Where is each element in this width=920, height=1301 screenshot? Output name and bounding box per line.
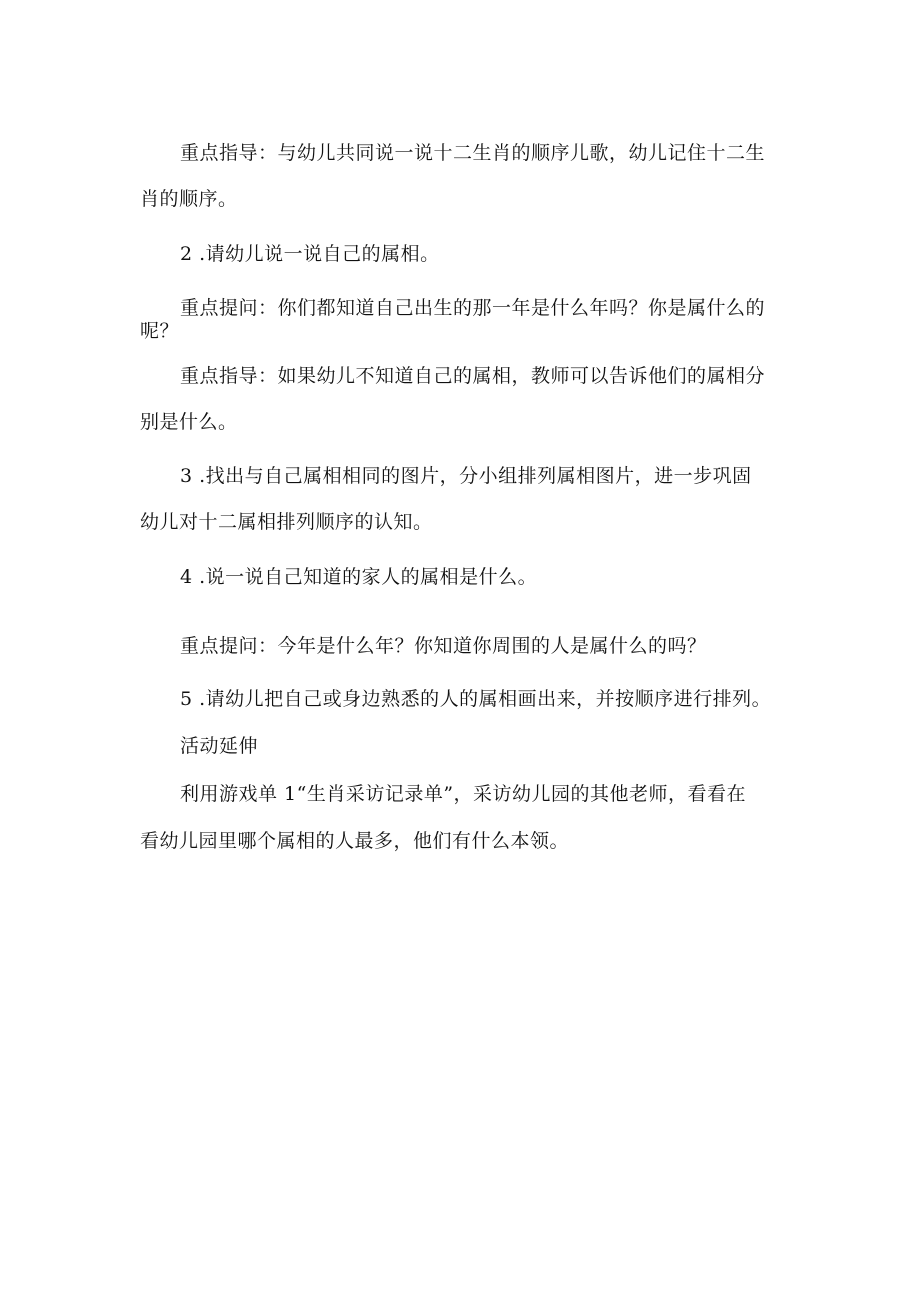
list-item-5: 5 .请幼儿把自己或身边熟悉的人的属相画出来，并按顺序进行排列。 bbox=[180, 688, 772, 710]
paragraph-line: 重点指导：如果幼儿不知道自己的属相，教师可以告诉他们的属相分 bbox=[180, 365, 766, 387]
paragraph-line: 重点提问：今年是什么年？你知道你周围的人是属什么的吗？ bbox=[180, 635, 707, 657]
paragraph-line: 幼儿对十二属相排列顺序的认知。 bbox=[140, 511, 433, 533]
paragraph-line: 重点提问：你们都知道自己出生的那一年是什么年吗？你是属什么的 bbox=[180, 297, 766, 319]
paragraph-line: 别是什么。 bbox=[140, 411, 238, 433]
paragraph-line: 呢？ bbox=[140, 320, 180, 342]
list-item-3: 3 .找出与自己属相相同的图片，分小组排列属相图片，进一步巩固 bbox=[180, 465, 752, 487]
section-heading: 活动延伸 bbox=[180, 735, 259, 757]
paragraph-line: 肖的顺序。 bbox=[140, 188, 238, 210]
paragraph-line: 利用游戏单 1“生肖采访记录单”，采访幼儿园的其他老师，看看在 bbox=[180, 783, 747, 805]
list-item-2: 2 .请幼儿说一说自己的属相。 bbox=[180, 243, 440, 265]
paragraph-line: 重点指导：与幼儿共同说一说十二生肖的顺序儿歌，幼儿记住十二生 bbox=[180, 142, 766, 164]
list-item-4: 4 .说一说自己知道的家人的属相是什么。 bbox=[180, 566, 538, 588]
paragraph-line: 看幼儿园里哪个属相的人最多，他们有什么本领。 bbox=[140, 830, 570, 852]
